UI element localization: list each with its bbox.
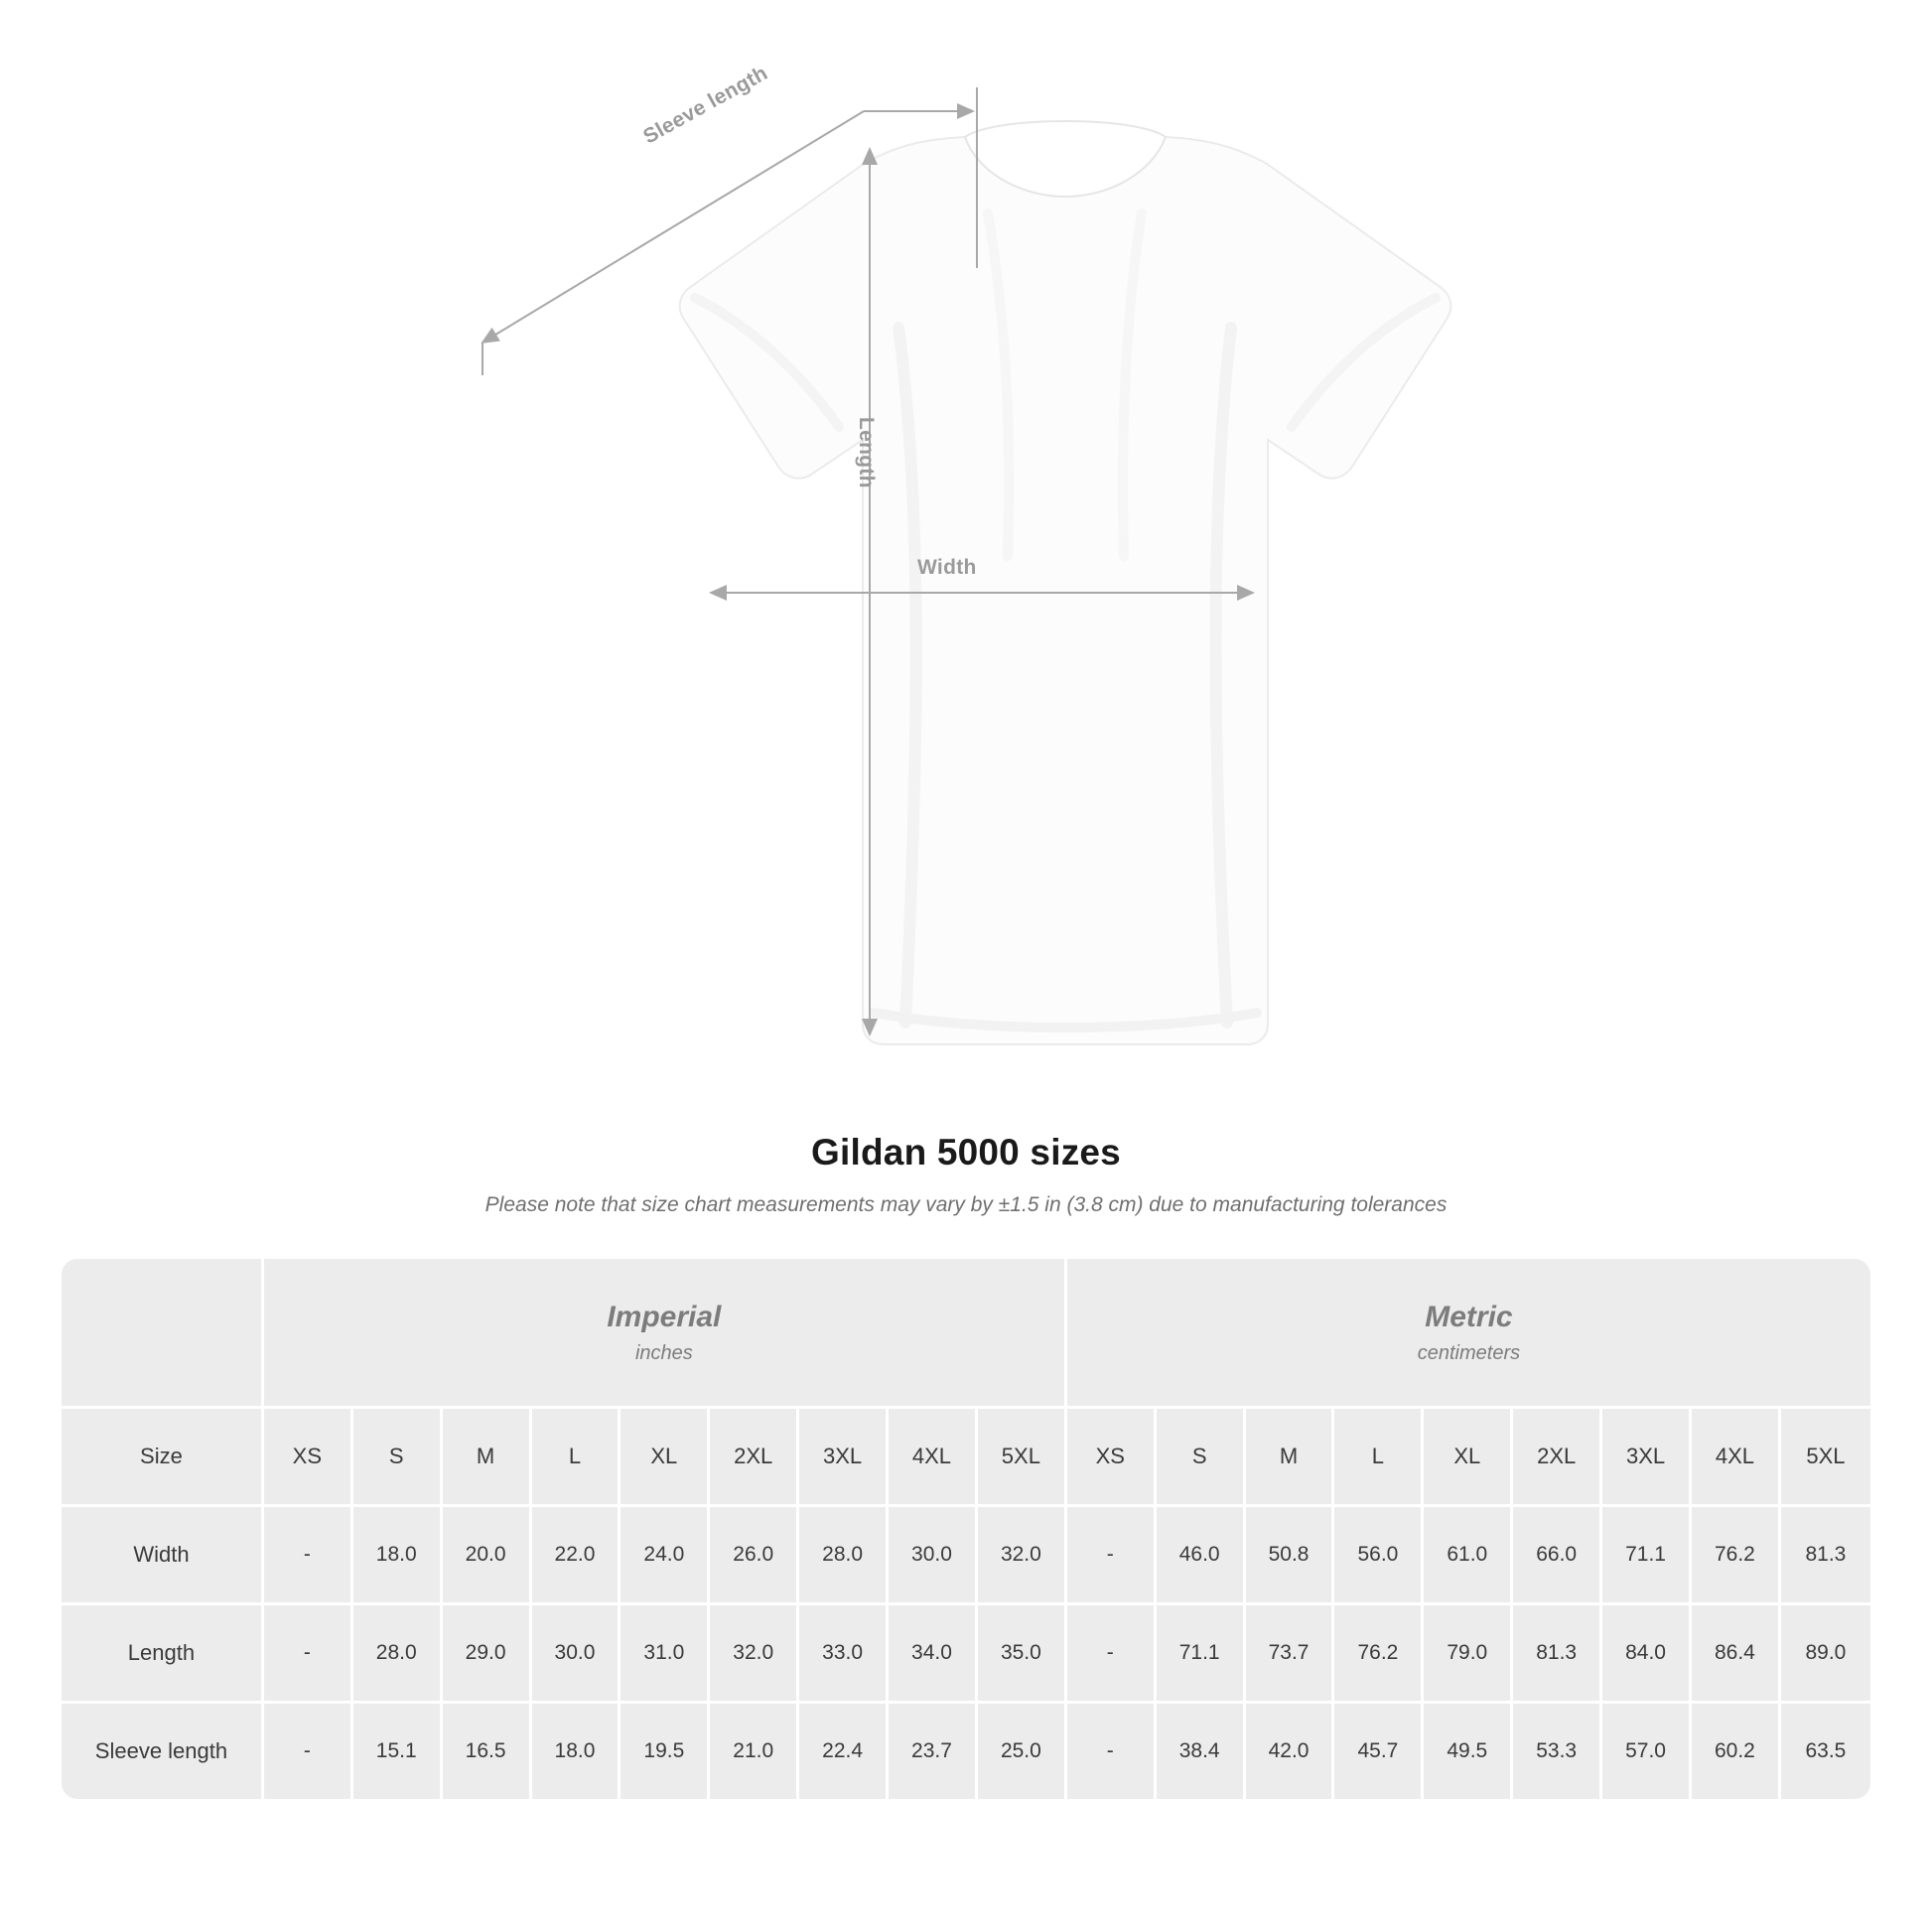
cell-length-imperial-l: 30.0 [532, 1605, 621, 1704]
cell-length-imperial-3xl: 33.0 [799, 1605, 889, 1704]
table-row [62, 1704, 1870, 1799]
header-size-3xl-metric: 3XL [1602, 1409, 1692, 1507]
unit-group-header-metric [1067, 1259, 1870, 1409]
cell-width-metric-m: 50.8 [1246, 1507, 1335, 1605]
header-size-5xl-imperial: 5XL [978, 1409, 1067, 1507]
header-size-l-imperial: L [532, 1409, 621, 1507]
cell-sleeve-length-metric-4xl: 60.2 [1692, 1704, 1781, 1799]
cell-length-metric-s: 71.1 [1157, 1605, 1246, 1704]
header-size-3xl-imperial: 3XL [799, 1409, 889, 1507]
header-size-2xl-imperial: 2XL [710, 1409, 799, 1507]
cell-sleeve-length-metric-3xl: 57.0 [1602, 1704, 1692, 1799]
cell-length-imperial-xl: 31.0 [621, 1605, 710, 1704]
cell-width-imperial-l: 22.0 [532, 1507, 621, 1605]
cell-sleeve-length-imperial-5xl: 25.0 [978, 1704, 1067, 1799]
cell-length-imperial-xs: - [264, 1605, 353, 1704]
header-size-m-metric: M [1246, 1409, 1335, 1507]
cell-sleeve-length-imperial-2xl: 21.0 [710, 1704, 799, 1799]
header-size-4xl-metric: 4XL [1692, 1409, 1781, 1507]
cell-sleeve-length-imperial-m: 16.5 [443, 1704, 532, 1799]
cell-width-metric-3xl: 71.1 [1602, 1507, 1692, 1605]
header-size-s-imperial: S [353, 1409, 443, 1507]
size-table [62, 1259, 1870, 1799]
cell-width-imperial-m: 20.0 [443, 1507, 532, 1605]
cell-width-imperial-xs: - [264, 1507, 353, 1605]
size-table-wrapper [62, 1259, 1870, 1799]
cell-width-metric-2xl: 66.0 [1513, 1507, 1602, 1605]
unit-group-name: Imperial [607, 1300, 722, 1333]
unit-group-header-imperial [264, 1259, 1067, 1409]
cell-length-imperial-5xl: 35.0 [978, 1605, 1067, 1704]
header-size-xl-metric: XL [1424, 1409, 1513, 1507]
cell-length-metric-xs: - [1067, 1605, 1157, 1704]
header-size-2xl-metric: 2XL [1513, 1409, 1602, 1507]
header-size-l-metric: L [1334, 1409, 1424, 1507]
header-size-s-metric: S [1157, 1409, 1246, 1507]
header-size: Size [62, 1409, 264, 1507]
cell-width-metric-s: 46.0 [1157, 1507, 1246, 1605]
cell-length-imperial-m: 29.0 [443, 1605, 532, 1704]
table-row [62, 1605, 1870, 1704]
row-label-sleeve-length: Sleeve length [62, 1704, 264, 1799]
cell-sleeve-length-imperial-xl: 19.5 [621, 1704, 710, 1799]
header-size-xs-metric: XS [1067, 1409, 1157, 1507]
unit-group-sub: centimeters [1417, 1341, 1521, 1364]
cell-sleeve-length-imperial-4xl: 23.7 [889, 1704, 978, 1799]
cell-sleeve-length-metric-5xl: 63.5 [1781, 1704, 1870, 1799]
sleeve-length-label: Sleeve length [639, 61, 772, 149]
cell-length-imperial-s: 28.0 [353, 1605, 443, 1704]
page-title: Gildan 5000 sizes [811, 1132, 1121, 1173]
cell-width-imperial-5xl: 32.0 [978, 1507, 1067, 1605]
cell-width-imperial-s: 18.0 [353, 1507, 443, 1605]
header-size-4xl-imperial: 4XL [889, 1409, 978, 1507]
cell-width-imperial-2xl: 26.0 [710, 1507, 799, 1605]
cell-sleeve-length-imperial-s: 15.1 [353, 1704, 443, 1799]
cell-length-metric-4xl: 86.4 [1692, 1605, 1781, 1704]
cell-width-metric-l: 56.0 [1334, 1507, 1424, 1605]
cell-length-metric-2xl: 81.3 [1513, 1605, 1602, 1704]
cell-length-imperial-2xl: 32.0 [710, 1605, 799, 1704]
cell-sleeve-length-metric-xl: 49.5 [1424, 1704, 1513, 1799]
cell-width-metric-5xl: 81.3 [1781, 1507, 1870, 1605]
width-label: Width [917, 556, 977, 579]
tolerance-note: Please note that size chart measurements may vary by ±1.5 in (3.8 cm) due to manufacturing tolerances [484, 1193, 1448, 1216]
row-label-length: Length [62, 1605, 264, 1704]
row-label-width: Width [62, 1507, 264, 1605]
header-size-m-imperial: M [443, 1409, 532, 1507]
cell-sleeve-length-metric-xs: - [1067, 1704, 1157, 1799]
cell-length-metric-3xl: 84.0 [1602, 1605, 1692, 1704]
cell-length-metric-l: 76.2 [1334, 1605, 1424, 1704]
title-block [0, 1132, 1932, 1217]
cell-width-metric-4xl: 76.2 [1692, 1507, 1781, 1605]
unit-group-sub: inches [634, 1341, 693, 1364]
cell-width-metric-xl: 61.0 [1424, 1507, 1513, 1605]
cell-width-imperial-4xl: 30.0 [889, 1507, 978, 1605]
cell-sleeve-length-imperial-l: 18.0 [532, 1704, 621, 1799]
cell-sleeve-length-metric-l: 45.7 [1334, 1704, 1424, 1799]
cell-length-metric-5xl: 89.0 [1781, 1605, 1870, 1704]
cell-sleeve-length-metric-2xl: 53.3 [1513, 1704, 1602, 1799]
cell-width-metric-xs: - [1067, 1507, 1157, 1605]
tshirt-shape [680, 121, 1451, 1044]
table-header-row [62, 1409, 1870, 1507]
table-row [62, 1507, 1870, 1605]
unit-group-name: Metric [1425, 1300, 1513, 1333]
length-label: Length [855, 417, 878, 488]
cell-length-metric-m: 73.7 [1246, 1605, 1335, 1704]
cell-width-imperial-xl: 24.0 [621, 1507, 710, 1605]
cell-sleeve-length-metric-s: 38.4 [1157, 1704, 1246, 1799]
header-size-5xl-metric: 5XL [1781, 1409, 1870, 1507]
cell-width-imperial-3xl: 28.0 [799, 1507, 889, 1605]
cell-length-metric-xl: 79.0 [1424, 1605, 1513, 1704]
cell-sleeve-length-imperial-xs: - [264, 1704, 353, 1799]
header-size-xs-imperial: XS [264, 1409, 353, 1507]
table-corner-cell [62, 1259, 264, 1409]
cell-sleeve-length-imperial-3xl: 22.4 [799, 1704, 889, 1799]
header-size-xl-imperial: XL [621, 1409, 710, 1507]
cell-length-imperial-4xl: 34.0 [889, 1605, 978, 1704]
cell-sleeve-length-metric-m: 42.0 [1246, 1704, 1335, 1799]
